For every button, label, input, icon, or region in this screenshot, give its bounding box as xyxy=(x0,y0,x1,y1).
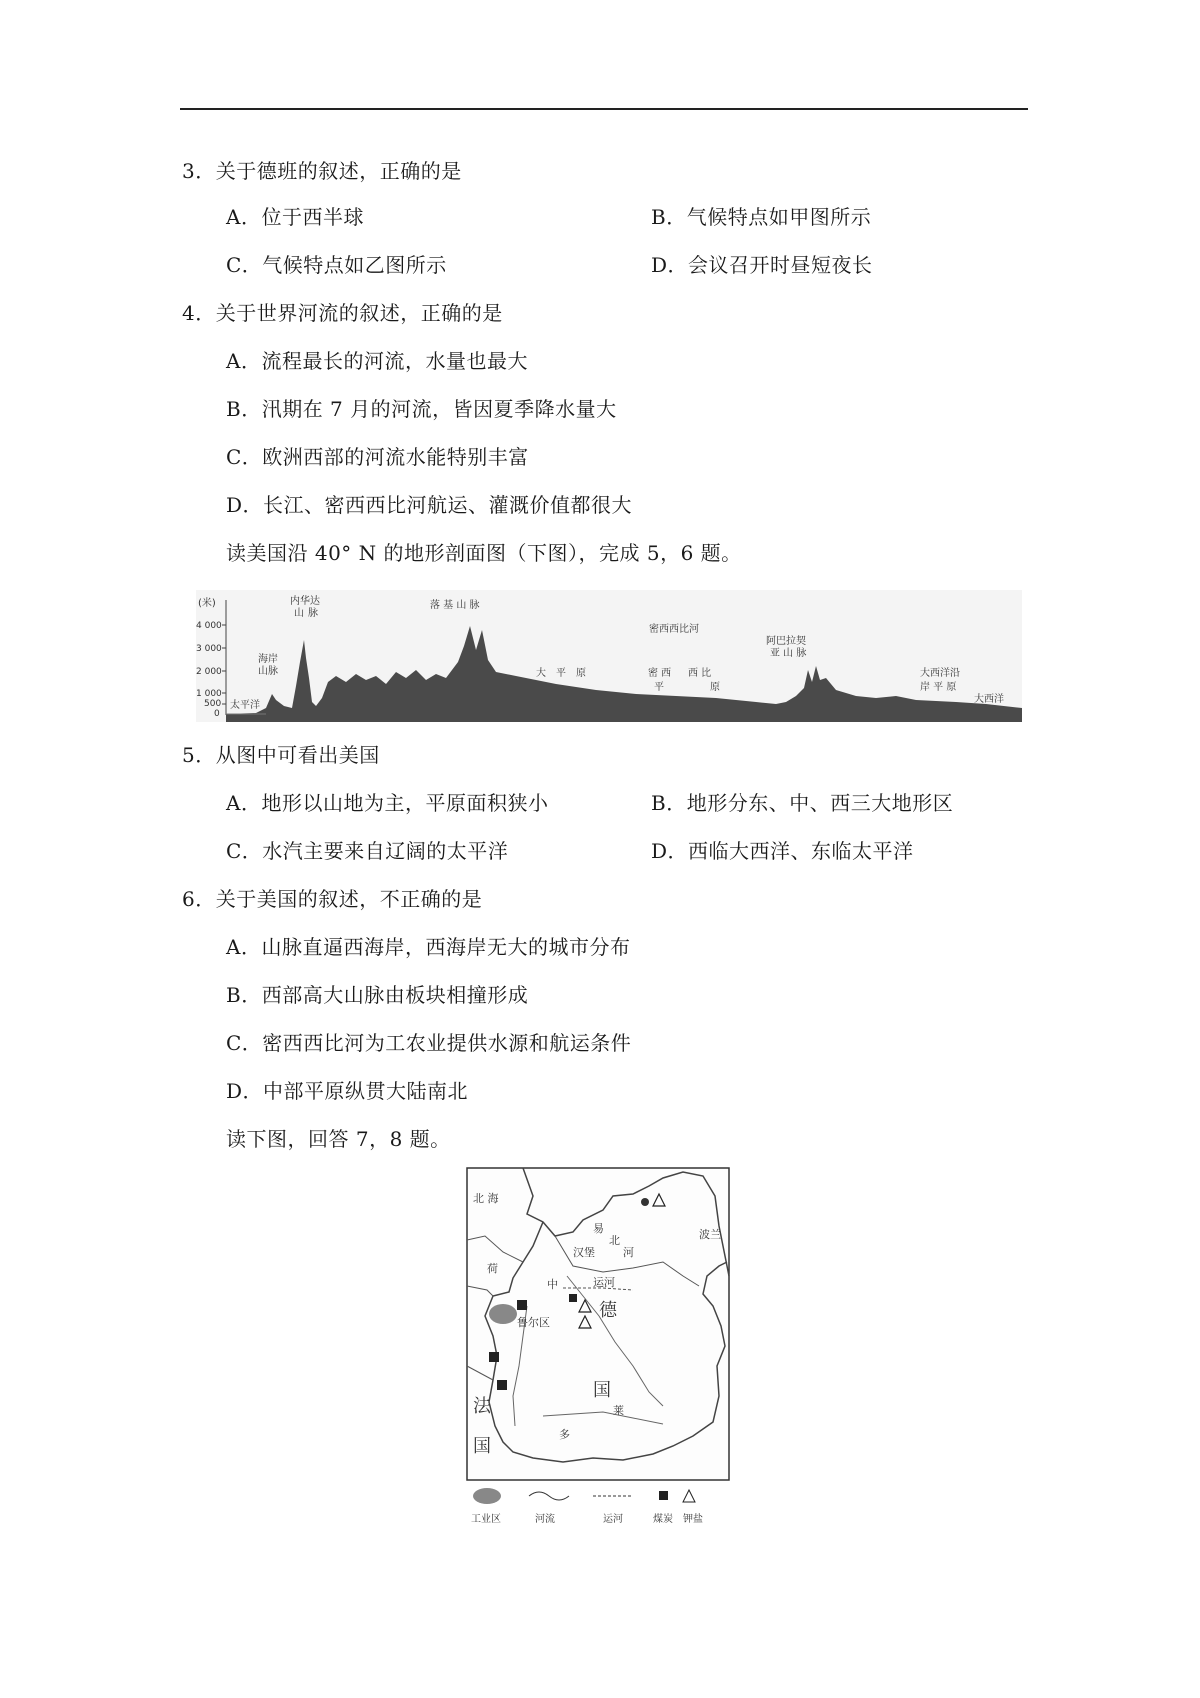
q6-option-a: A．山脉直逼西海岸，西海岸无大的城市分布 xyxy=(226,935,631,959)
label-appalachian-2: 亚 山 脉 xyxy=(770,648,807,659)
q4-option-d: D．长江、密西西比河航运、灌溉价值都很大 xyxy=(226,493,633,517)
label-atlantic-plain-1: 大西洋沿 xyxy=(920,668,960,679)
q4-option-b: B．汛期在 7 月的河流，皆因夏季降水量大 xyxy=(226,397,617,421)
q6-option-c: C．密西西比河为工农业提供水源和航运条件 xyxy=(226,1031,632,1055)
q3-option-c: C．气候特点如乙图所示 xyxy=(226,253,447,277)
label-mississippi: 密西西比河 xyxy=(649,624,699,635)
label-nevada-3: 脉 xyxy=(308,608,318,619)
question-4-stem: 4．关于世界河流的叙述，正确的是 xyxy=(182,301,503,325)
label-mid-1: 密 西 xyxy=(648,668,672,679)
label-great-plains: 大 平 原 xyxy=(536,668,586,679)
legend-canal: 运河 xyxy=(603,1514,623,1525)
q5-option-b: B．地形分东、中、西三大地形区 xyxy=(651,791,954,815)
label-coast-range-2: 山脉 xyxy=(258,666,278,677)
y-tick: 2 000 xyxy=(196,667,222,677)
map-label-duo: 多 xyxy=(559,1428,570,1441)
map-label-elbe-1: 易 xyxy=(593,1222,604,1235)
y-tick: 500 xyxy=(204,699,222,709)
q6-option-d: D．中部平原纵贯大陆南北 xyxy=(226,1079,469,1103)
q5-option-a: A．地形以山地为主，平原面积狭小 xyxy=(226,791,549,815)
label-pacific: 太平洋 xyxy=(230,700,260,711)
ruhr-industrial-area xyxy=(489,1304,517,1324)
label-appalachian-1: 阿巴拉契 xyxy=(766,636,806,647)
label-atlantic-plain-2: 岸 平 原 xyxy=(920,682,957,693)
map-label-north-sea: 北 海 xyxy=(473,1192,499,1205)
legend-coal: 煤炭 xyxy=(653,1514,673,1525)
label-mid-3: 平 xyxy=(654,682,664,693)
map-label-poland: 波兰 xyxy=(699,1228,721,1241)
map-label-de: 德 xyxy=(599,1300,617,1321)
map-label-canal: 运河 xyxy=(593,1276,615,1289)
q4-option-a: A．流程最长的河流，水量也最大 xyxy=(226,349,528,373)
map-label-fa: 法 xyxy=(473,1396,491,1417)
y-tick: 3 000 xyxy=(196,644,222,654)
map-label-elbe-3: 河 xyxy=(623,1246,634,1259)
label-coast-range-1: 海岸 xyxy=(258,654,278,665)
map-label-elbe-2: 北 xyxy=(609,1234,620,1247)
map-label-lai: 莱 xyxy=(613,1404,624,1417)
intro-q5-q6: 读美国沿 40° N 的地形剖面图（下图），完成 5，6 题。 xyxy=(226,541,742,565)
terrain-profile-figure xyxy=(196,590,1022,722)
germany-map-figure xyxy=(463,1166,733,1536)
map-label-mid: 中 xyxy=(547,1278,558,1291)
profile-y-unit: (米) xyxy=(198,598,216,609)
label-nevada-2: 山 xyxy=(294,608,304,619)
label-rocky: 落 基 山 脉 xyxy=(430,600,480,611)
map-label-netherlands: 荷 xyxy=(487,1262,498,1275)
header-rule xyxy=(180,108,1028,110)
question-3-stem: 3．关于德班的叙述，正确的是 xyxy=(182,159,462,183)
map-legend xyxy=(471,1488,703,1525)
coal-marker xyxy=(517,1300,527,1310)
city-marker xyxy=(641,1198,649,1206)
q3-option-b: B．气候特点如甲图所示 xyxy=(651,205,872,229)
y-tick: 4 000 xyxy=(196,621,222,631)
map-label-fa-guo: 国 xyxy=(473,1436,491,1457)
coal-marker xyxy=(569,1294,577,1302)
intro-q7-q8: 读下图，回答 7，8 题。 xyxy=(226,1127,451,1151)
q6-option-b: B．西部高大山脉由板块相撞形成 xyxy=(226,983,529,1007)
label-mid-2: 西 比 xyxy=(688,668,712,679)
q4-option-c: C．欧洲西部的河流水能特别丰富 xyxy=(226,445,529,469)
y-tick: 0 xyxy=(214,709,220,719)
legend-river: 河流 xyxy=(535,1514,555,1525)
question-5-stem: 5．从图中可看出美国 xyxy=(182,743,380,767)
label-mid-4: 原 xyxy=(710,682,720,693)
q3-option-d: D．会议召开时昼短夜长 xyxy=(651,253,873,277)
label-nevada-1: 内华达 xyxy=(290,596,320,607)
legend-industry: 工业区 xyxy=(471,1514,501,1525)
coal-marker xyxy=(497,1380,507,1390)
legend-potash: 钾盐 xyxy=(683,1514,703,1525)
q3-option-a: A．位于西半球 xyxy=(226,205,364,229)
question-6-stem: 6．关于美国的叙述，不正确的是 xyxy=(182,887,483,911)
map-label-ruhr: 鲁尔区 xyxy=(517,1316,550,1329)
map-label-hamburg: 汉堡 xyxy=(573,1246,595,1259)
q5-option-d: D．西临大西洋、东临太平洋 xyxy=(651,839,914,863)
coal-marker xyxy=(489,1352,499,1362)
label-atlantic: 大西洋 xyxy=(974,694,1004,705)
y-tick: 1 000 xyxy=(196,689,222,699)
map-label-guo: 国 xyxy=(593,1380,611,1401)
q5-option-c: C．水汽主要来自辽阔的太平洋 xyxy=(226,839,509,863)
